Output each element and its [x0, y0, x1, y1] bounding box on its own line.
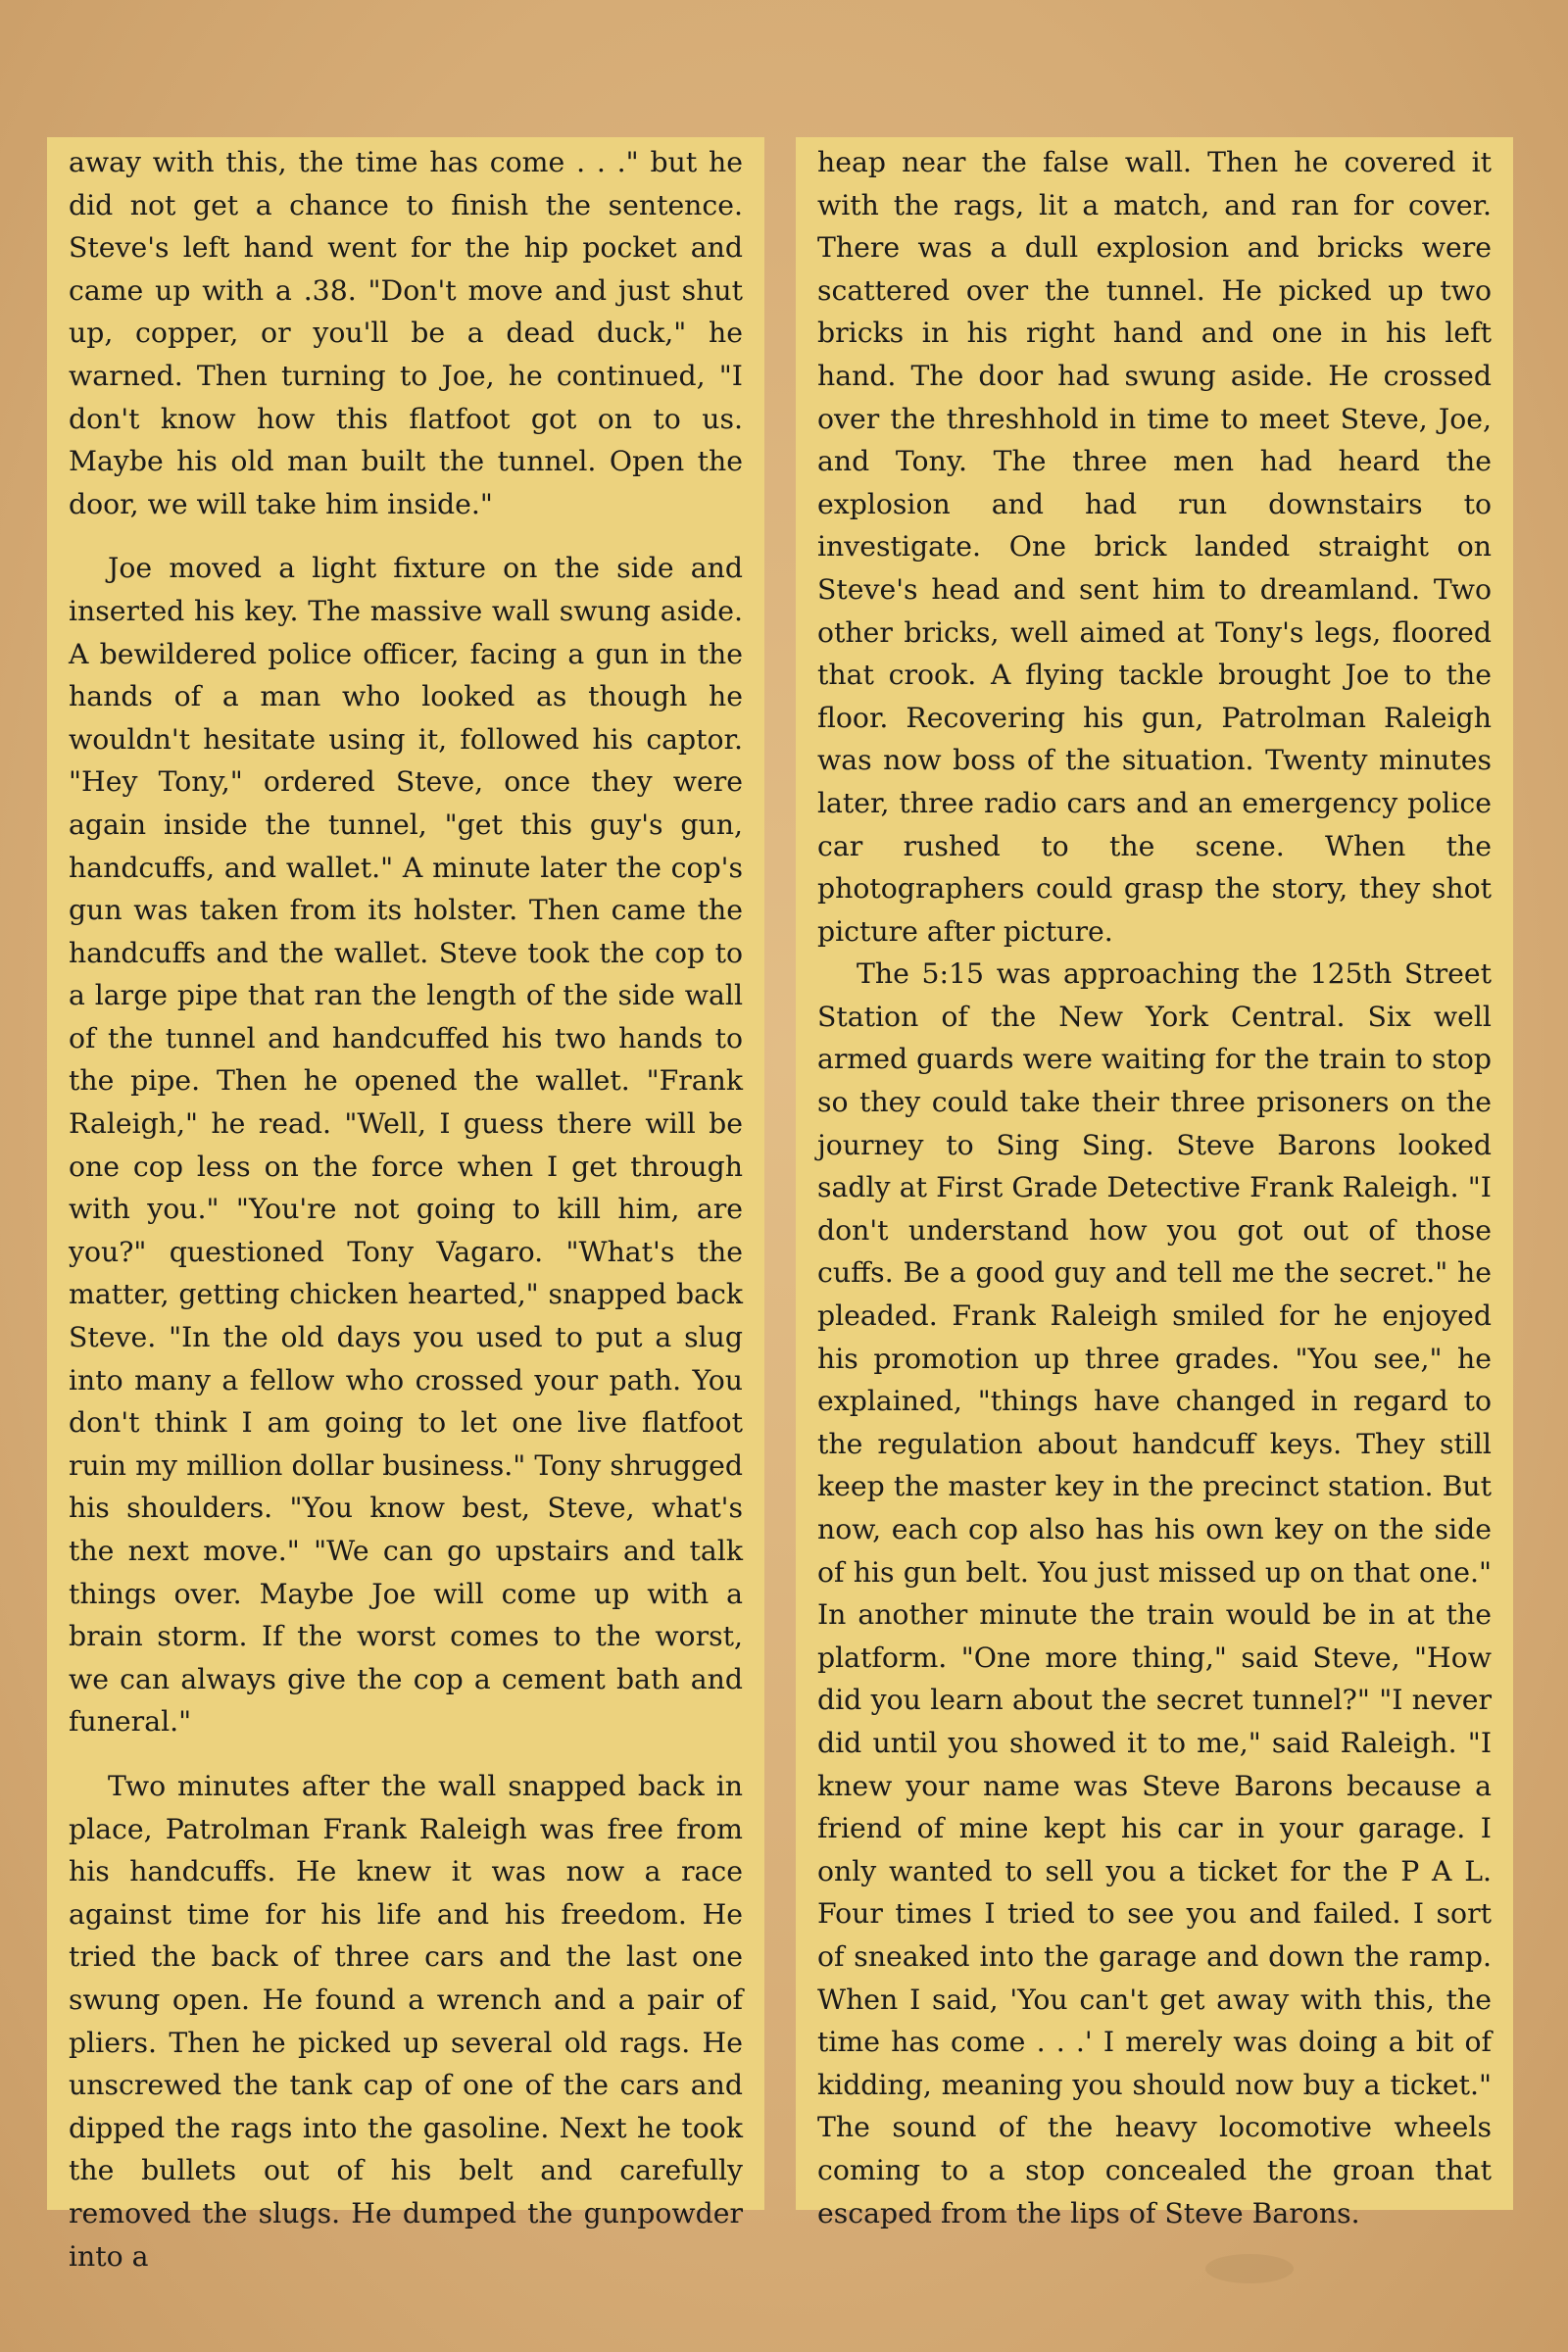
paper-stain	[1205, 2254, 1294, 2283]
paragraph: Two minutes after the wall snapped back in place, Patrolman Frank Raleigh was free from his handcuffs. He knew it was now a race against time for his life and his freedom. He tried the back of three cars and the last one swung open. He found a wrench and a pair of pliers. Then he picked up several old rags. He unscrewed the tank cap of one of the cars and dipped the rags into the gasoline. Next he took the bullets out of his belt and carefully removed the slugs. He dumped the gunpowder into a	[69, 1769, 743, 2273]
paragraph: The 5:15 was approaching the 125th Street Station of the New York Central. Six well armed guards were waiting for the train to stop so they could take their three prisoners on the journey to Sing Sing. Steve Barons looked sadly at First Grade Detective Frank Raleigh. "I don't understand how you got out of those cuffs. Be a good guy and tell me the secret." he pleaded. Frank Raleigh smiled for he enjoyed his promotion up three grades. "You see," he explained, "things have changed in regard to the regulation about handcuff keys. They still keep the master key in the precinct station. But now, each cop also has his own key on the side of his gun belt. You just missed up on that one." In another minute the train would be in at the platform. "One more thing," said Steve, "How did you learn about the secret tunnel?" "I never did until you showed it to me," said Raleigh. "I knew your name was Steve Barons because a friend of mine kept his car in your garage. I only wanted to sell you a ticket for the P A L. Four times I tried to see you and failed. I sort of sneaked into the garage and down the ramp. When I said, 'You can't get away with this, the time has come . . .' I merely was doing a bit of kidding, meaning you should now buy a ticket." The sound of the heavy locomotive wheels coming to a stop concealed the groan that escaped from the lips of Steve Barons.	[817, 957, 1492, 2230]
right-text-column	[796, 137, 1513, 2230]
paragraph: heap near the false wall. Then he covered it with the rags, lit a match, and ran for cover. There was a dull explosion and bricks were scattered over the tunnel. He picked up two bricks in his right hand and one in his left hand. The door had swung aside. He crossed over the threshhold in time to meet Steve, Joe, and Tony. The three men had heard the explosion and had run downstairs to investigate. One brick landed straight on Steve's head and sent him to dreamland. Two other bricks, well aimed at Tony's legs, floored that crook. A flying tackle brought Joe to the floor. Recovering his gun, Patrolman Raleigh was now boss of the situation. Twenty minutes later, three radio cars and an emergency police car rushed to the scene. When the photographers could grasp the story, they shot picture after picture.	[817, 146, 1492, 948]
paragraph: Joe moved a light fixture on the side and inserted his key. The massive wall swung aside. A bewildered police officer, facing a gun in the hands of a man who looked as though he wouldn't hesitate using it, followed his captor. "Hey Tony," ordered Steve, once they were again inside the tunnel, "get this guy's gun, handcuffs, and wallet." A minute later the cop's gun was taken from its holster. Then came the handcuffs and the wallet. Steve took the cop to a large pipe that ran the length of the side wall of the tunnel and handcuffed his two hands to the pipe. Then he opened the wallet. "Frank Raleigh," he read. "Well, I guess there will be one cop less on the force when I get through with you." "You're not going to kill him, are you?" questioned Tony Vagaro. "What's the matter, getting chicken hearted," snapped back Steve. "In the old days you used to put a slug into many a fellow who crossed your path. You don't think I am going to let one live flatfoot ruin my million dollar business." Tony shrugged his shoulders. "You know best, Steve, what's the next move." "We can go upstairs and talk things over. Maybe Joe will come up with a brain storm. If the worst comes to the worst, we can always give the cop a cement bath and funeral."	[69, 552, 743, 1739]
left-text-column	[47, 137, 764, 2273]
paragraph: away with this, the time has come . . ." but he did not get a chance to finish the sentence. Steve's left hand went for the hip pocket and came up with a .38. "Don't move and just shut up, copper, or you'll be a dead duck," he warned. Then turning to Joe, he continued, "I don't know how this flatfoot got on to us. Maybe his old man built the tunnel. Open the door, we will take him inside."	[69, 146, 743, 520]
